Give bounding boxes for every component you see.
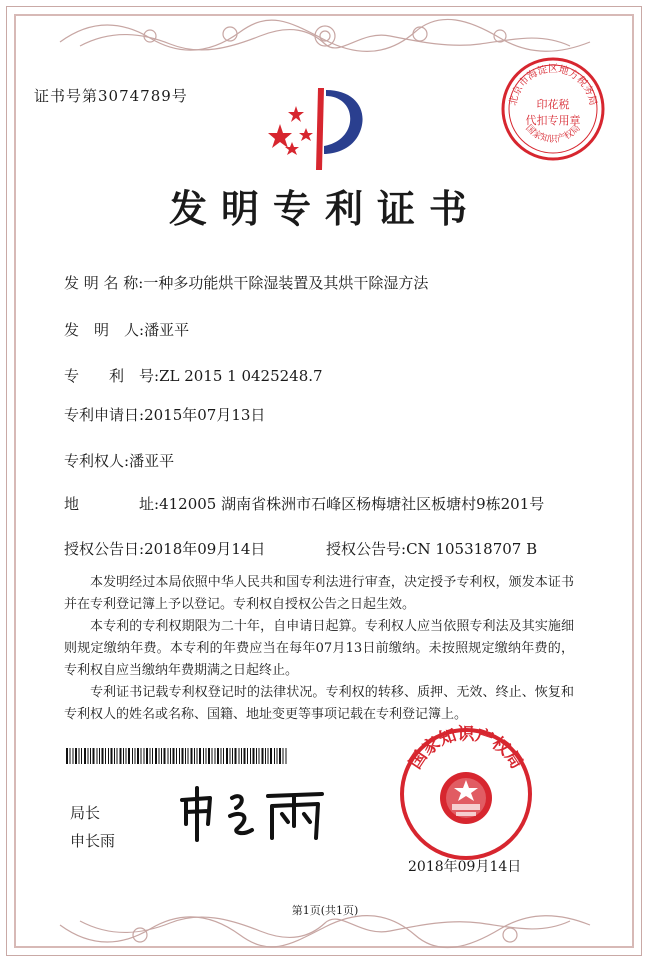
- application-date-value: 2015年07月13日: [144, 406, 266, 424]
- patentee-row: [64, 450, 174, 471]
- seal-top-inner-line2: 代扣专用章: [525, 114, 581, 127]
- invention-name-row: [64, 272, 428, 293]
- handwritten-signature: [172, 782, 332, 844]
- patent-number-value: ZL 2015 1 0425248.7: [159, 367, 323, 385]
- address-value: 412005 湖南省株洲市石峰区杨梅塘社区板塘村9栋201号: [159, 495, 545, 513]
- grant-number-row: [326, 538, 537, 559]
- address-label: 地 址:: [64, 495, 160, 513]
- patentee-label: 专利权人:: [64, 452, 130, 470]
- tax-stamp-seal: [498, 54, 608, 164]
- bottom-ornament: [20, 905, 630, 953]
- seal-top-inner-line1: 印花税: [536, 98, 570, 111]
- cnipa-logo-icon: [266, 84, 376, 176]
- patent-number-label: 专 利 号:: [64, 367, 160, 385]
- seal-date: 2018年09月14日: [408, 859, 522, 875]
- patent-number-row: [64, 365, 323, 386]
- signatory-title: 局长: [70, 804, 101, 822]
- inventor-label: 发 明 人:: [64, 321, 145, 339]
- patentee-value: 潘亚平: [129, 452, 175, 470]
- grant-number-value: CN 105318707 B: [406, 540, 538, 558]
- grant-date-value: 2018年09月14日: [144, 540, 266, 558]
- paragraph-1: 本发明经过本局依照中华人民共和国专利法进行审查，决定授予专利权，颁发本证书并在专利登记簿上予以登记。专利权自授权公告之日起生效。: [64, 575, 574, 612]
- address-row: [64, 493, 544, 514]
- certificate-number: 证书号第3074789号: [34, 87, 188, 105]
- grant-date-row: [64, 538, 265, 559]
- signatory-name: 申长雨: [70, 832, 116, 850]
- seal-top-outer-text: 北京市海淀区地方税务局: [507, 64, 599, 107]
- barcode: [66, 748, 290, 764]
- grant-number-label: 授权公告号:: [326, 540, 407, 558]
- invention-name-value: 一种多功能烘干除湿装置及其烘干除湿方法: [143, 274, 429, 292]
- cnipa-official-seal: [396, 724, 536, 864]
- grant-date-label: 授权公告日:: [64, 540, 145, 558]
- inventor-value: 潘亚平: [144, 321, 190, 339]
- inventor-row: [64, 319, 189, 340]
- paragraph-2: 本专利的专利权期限为二十年，自申请日起算。专利权人应当依照专利法及其实施细则规定缴纳年费。本专利的年费应当在每年07月13日前缴纳。未按照规定缴纳年费的，专利权自应当缴纳年费期满之日起终止。: [64, 619, 574, 678]
- svg-text:国家知识产权局: [406, 725, 527, 773]
- application-date-row: [64, 404, 265, 425]
- seal-top-bottom-text: 国家知识产权局: [523, 123, 583, 145]
- seal-bottom-text: 国家知识产权局: [405, 724, 527, 773]
- paragraph-3: 专利证书记载专利权登记时的法律状况。专利权的转移、质押、无效、终止、恢复和专利权人的姓名或名称、国籍、地址变更等事项记载在专利登记簿上。: [64, 685, 574, 722]
- invention-name-label: 发 明 名 称:: [64, 274, 144, 292]
- national-emblem-icon: [440, 772, 492, 824]
- certificate-title: 发明专利证书: [168, 186, 481, 231]
- application-date-label: 专利申请日:: [64, 406, 145, 424]
- page-footer: 第1页(共1页): [291, 904, 359, 917]
